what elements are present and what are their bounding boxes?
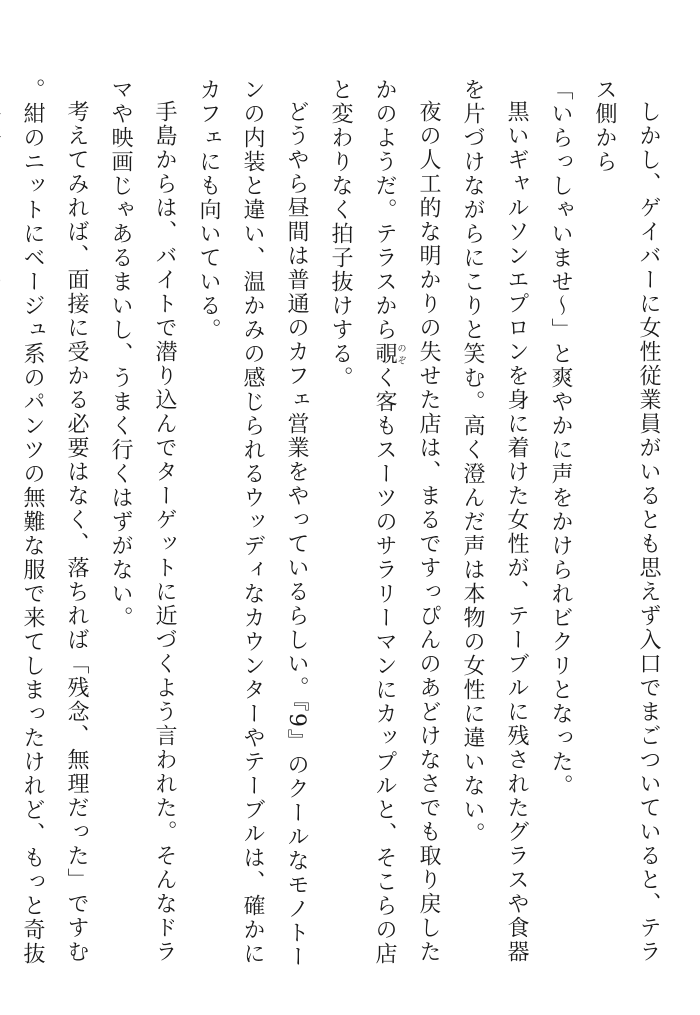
text-run: 手島からは、バイトで潜り込んでターゲットに近づくよう言われた。そんなドラマや映画じゃあるまいし、うまく行くはずがない。 [108,78,177,964]
ruby-reading: のぞ [395,342,406,366]
text-run: 「いらっしゃいませ〜」と爽やかに声をかけられビクリとなった。 [548,78,573,798]
ruby-annotation [372,342,406,366]
paragraph-p6 [98,78,186,978]
text-run: く客もスーツのサラリーマンにカップルと、そこらの店と変わりなく拍子抜けする。 [328,78,397,966]
text-run: 考えてみれば、面接に受かる必要はなく、落ちれば「残念、無理だった」ですむ。紺のニットにベージュ系のパンツの無難な服で来てしまったけれど、もっと奇抜 [20,78,89,966]
ruby-base: 覗 [372,342,397,366]
text-run: 黒いギャルソンエプロンを身に着けた女性が、テーブルに残されたグラスや食器を片づけながらにこりと笑む。高く澄んだ声は本物の女性に違いない。 [460,78,529,964]
vertical-text-body [0,78,670,978]
text-run: しかし、ゲイバーに女性従業員がいるとも思えず入口でまごついていると、テラス側から [592,78,661,964]
text-run: 夜の人工的な明かりの失せた店は、まるですっぴんのあどけなさでも取り戻したかのようだ。テラスから [372,78,441,964]
paragraph-p5 [186,78,318,978]
paragraph-p2 [538,78,582,978]
paragraph-p3 [450,78,538,978]
paragraph-p7 [0,78,98,978]
text-run: どうやら昼間は普通のカフェ営業をやっているらしい。『9』のクールなモノトーンの内装と違い、温かみの感じられるウッディなカウンターやテーブルは、確かにカフェにも向いている。 [196,78,309,969]
paragraph-p4 [318,78,450,978]
paragraph-p1 [582,78,670,978]
